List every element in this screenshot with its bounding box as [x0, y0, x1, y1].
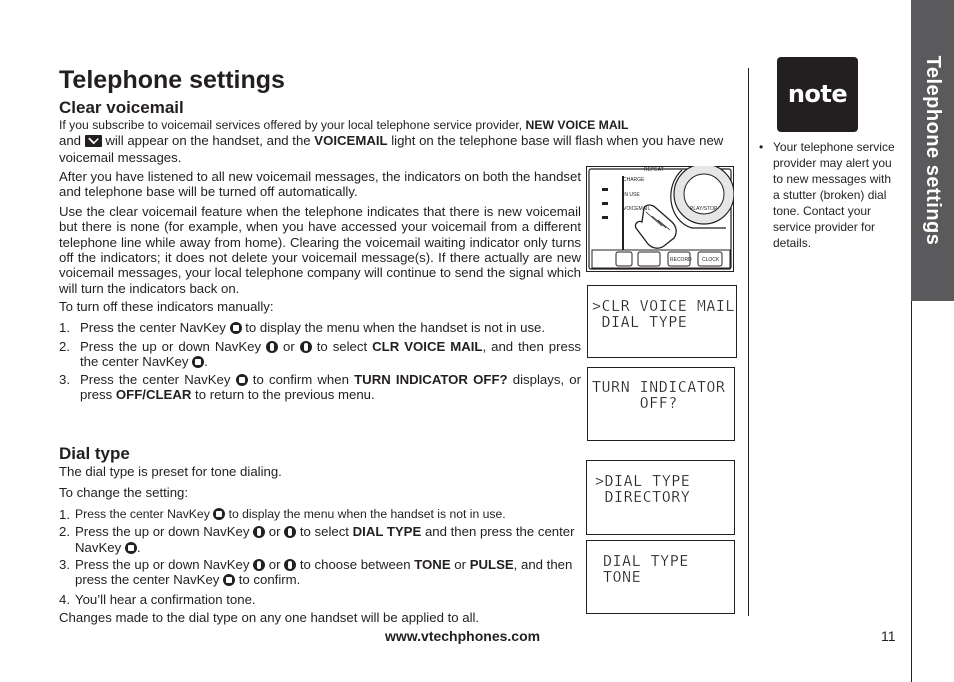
footer-url: www.vtechphones.com [385, 628, 541, 644]
cv-step-1: 1. Press the center NavKey to display the menu when the handset is not in use. [59, 319, 546, 335]
intro-text-1: If you subscribe to voicemail services offered by your local telephone service provider, [59, 118, 526, 132]
lcd-line: TONE [603, 568, 642, 586]
dial-type-closing: Changes made to the dial type on any one handset will be applied to all. [59, 610, 480, 626]
note-body: Your telephone service provider may alert you to new messages with a stutter (broken) dial tone. Contact your service provider for details. [773, 140, 895, 250]
lcd-turn-indicator-off [587, 367, 735, 441]
charge-label: CHARGE [623, 177, 645, 183]
phone-base-illustration [586, 166, 734, 272]
navkey-down-icon [284, 526, 296, 538]
clear-voicemail-section [59, 98, 581, 118]
paragraph-clear-feature: Use the clear voicemail feature when the telephone indicates that there is new voicemail but there is none (for example, when you have accessed your voicemail from a different telephone line while away from home). Clearing the voicemail waiting indicator only turns off the indicators; it does not delete your voicemail message(s). If there actually are new voicemail messages, your local telephone company will continue to send the signal which will turn the indicators back on. [59, 203, 581, 296]
lcd-line: DIAL TYPE [603, 552, 689, 570]
navkey-center-icon [236, 374, 248, 386]
section-side-tab [911, 0, 954, 301]
dt-step-1: 1. Press the center NavKey to display the menu when the handset is not in use. [59, 506, 506, 522]
clock-button: CLOCK [702, 257, 720, 263]
cv-step-2: 2. Press the up or down NavKey or to select CLR VOICE MAIL, and then press the center NavKey . [59, 339, 582, 370]
navkey-down-icon [284, 559, 296, 571]
dial-type-heading: Dial type [59, 444, 130, 463]
cv-step-3: 3. Press the center NavKey to confirm when TURN INDICATOR OFF? displays, or press OFF/CLEAR to return to the previous menu. [59, 371, 581, 403]
clear-voicemail-body [59, 169, 581, 403]
bullet-icon: • [759, 140, 764, 154]
dt-step-3: 3. Press the up or down NavKey or to choose between TONE or PULSE, and then press the center NavKey to confirm. [59, 557, 573, 588]
lcd-dial-type-tone [586, 540, 735, 614]
dial-type-intro: The dial type is preset for tone dialing. [59, 464, 282, 479]
play-stop-label: PLAY/STOP [690, 206, 718, 212]
dial-type-to-change: To change the setting: [59, 485, 189, 501]
voicemail-led-label: VOICEMAIL [623, 206, 651, 212]
page-number: 11 [881, 628, 896, 644]
navkey-up-icon [266, 341, 278, 353]
intro-text-4: light on the telephone base will flash when you have new voicemail messages. [59, 133, 724, 165]
side-divider [911, 301, 912, 682]
record-button: RECORD [670, 257, 692, 263]
in-use-label: IN USE [623, 192, 640, 198]
intro-text-3: will appear on the handset, and the [101, 133, 315, 149]
lcd-line: DIRECTORY [595, 488, 691, 506]
navkey-center-icon [223, 574, 235, 586]
repeat-label: REPEAT [644, 167, 664, 173]
dt-step-4: 4. You’ll hear a confirmation tone. [59, 591, 256, 607]
intro-text-2: and [59, 133, 85, 149]
navkey-center-icon [230, 322, 242, 334]
lcd-line: DIAL TYPE [592, 313, 688, 331]
clear-voicemail-intro [59, 118, 734, 166]
dt-step-2: 2. Press the up or down NavKey or to select DIAL TYPE and then press the center NavKey . [59, 524, 575, 555]
paragraph-auto-off: After you have listened to all new voicemail messages, the indicators on both the handset and telephone base will be turned off automatically. [59, 169, 581, 200]
navkey-center-icon [192, 356, 204, 368]
page-title: Telephone settings [59, 66, 285, 94]
lcd-clr-voice-mail [587, 285, 737, 358]
navkey-center-icon [125, 542, 137, 554]
paragraph-manual: To turn off these indicators manually: [59, 299, 274, 315]
navkey-center-icon [213, 508, 225, 520]
lcd-line: TURN INDICATOR [592, 378, 726, 396]
lcd-dial-type-menu [586, 460, 735, 535]
dial-type-section [59, 444, 581, 626]
note-text [759, 139, 899, 251]
lcd-line: >CLR VOICE MAIL [592, 297, 735, 315]
navkey-down-icon [300, 341, 312, 353]
lcd-line: OFF? [592, 394, 678, 412]
side-tab-label: Telephone settings [922, 55, 944, 246]
voicemail-label: VOICEMAIL [314, 133, 388, 149]
envelope-icon [85, 135, 102, 147]
column-divider [748, 68, 749, 616]
note-badge: note [777, 57, 858, 132]
navkey-up-icon [253, 526, 265, 538]
navkey-up-icon [253, 559, 265, 571]
clear-voicemail-heading: Clear voicemail [59, 98, 184, 117]
new-voice-mail-label: NEW VOICE MAIL [525, 118, 629, 132]
lcd-line: >DIAL TYPE [595, 472, 691, 490]
